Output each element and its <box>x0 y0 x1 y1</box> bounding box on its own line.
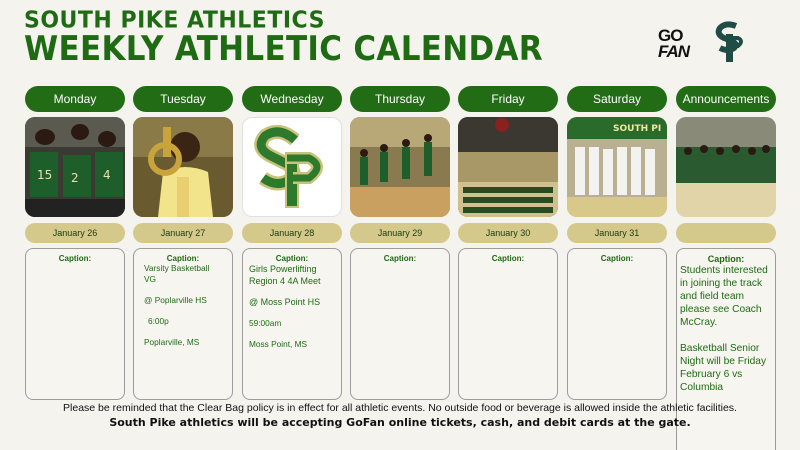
caption-box-saturday <box>567 248 667 400</box>
event-location: @ Poplarville HS <box>144 295 207 305</box>
photo-monday <box>25 117 125 217</box>
day-header-tuesday: Tuesday <box>133 86 233 112</box>
date-friday: January 30 <box>458 223 558 243</box>
date-thursday: January 29 <box>350 223 450 243</box>
photo-saturday <box>567 117 667 217</box>
event-time: 59:00am <box>249 318 282 328</box>
day-header-thursday: Thursday <box>350 86 450 112</box>
caption-box-thursday <box>350 248 450 400</box>
day-header-saturday: Saturday <box>567 86 667 112</box>
event-name: Girls Powerlifting <box>249 264 317 274</box>
caption-label: Caption: <box>166 254 200 263</box>
event-team: VG <box>144 274 156 284</box>
date-monday: January 26 <box>25 223 125 243</box>
day-header-monday: Monday <box>25 86 125 112</box>
photo-announcements <box>676 117 776 217</box>
caption-label: Caption: <box>58 254 92 263</box>
event-meet: Region 4 4A Meet <box>249 276 321 286</box>
day-column-announcements <box>676 86 776 393</box>
page-title: WEEKLY ATHLETIC CALENDAR <box>24 29 543 69</box>
gofan-logo-top: GO <box>658 26 683 45</box>
day-column-monday <box>25 86 125 263</box>
svg-text:2: 2 <box>71 171 79 185</box>
date-tuesday: January 27 <box>133 223 233 243</box>
event-city: Moss Point, MS <box>249 339 308 349</box>
event-city: Poplarville, MS <box>144 337 200 347</box>
date-announcements <box>676 223 776 243</box>
announcement-track: Students interested in joining the track and field team please see Coach McCray. <box>680 265 768 328</box>
ticket-notice: South Pike athletics will be accepting GoFan online tickets, cash, and debit cards at the gate. <box>109 416 691 429</box>
school-monogram-logo <box>712 20 746 64</box>
day-column-thursday <box>350 86 450 263</box>
caption-box-monday <box>25 248 125 400</box>
gofan-logo-bottom: FAN <box>658 42 689 61</box>
event-location: @ Moss Point HS <box>249 297 321 307</box>
caption-box-wednesday <box>242 248 342 400</box>
caption-label: Caption: <box>707 254 745 264</box>
event-name: Varsity Basketball <box>144 263 210 273</box>
announcement-senior-night: Basketball Senior Night will be Friday February 6 vs Columbia <box>680 343 767 393</box>
gofan-logo <box>658 28 706 64</box>
day-column-tuesday <box>133 86 233 347</box>
clear-bag-notice: Please be reminded that the Clear Bag policy is in effect for all athletic events. No outside food or beverage is allowed inside the athletic facilities. <box>63 402 737 414</box>
svg-text:15: 15 <box>37 168 53 182</box>
header-line-1: SOUTH PIKE ATHLETICS <box>24 7 325 34</box>
caption-label: Caption: <box>383 254 417 263</box>
day-header-wednesday: Wednesday <box>242 86 342 112</box>
date-saturday: January 31 <box>567 223 667 243</box>
day-column-saturday <box>567 86 667 263</box>
day-column-friday <box>458 86 558 263</box>
day-column-wednesday <box>242 86 342 349</box>
caption-label: Caption: <box>275 254 309 263</box>
day-header-announcements: Announcements <box>676 86 776 112</box>
svg-text:4: 4 <box>103 168 111 182</box>
photo-thursday <box>350 117 450 217</box>
caption-box-friday <box>458 248 558 400</box>
svg-text:SOUTH PI: SOUTH PI <box>613 124 662 134</box>
caption-label: Caption: <box>491 254 525 263</box>
event-time: 6:00p <box>148 316 169 326</box>
date-wednesday: January 28 <box>242 223 342 243</box>
caption-label: Caption: <box>600 254 634 263</box>
caption-box-tuesday <box>133 248 233 400</box>
photo-tuesday <box>133 117 233 217</box>
day-header-friday: Friday <box>458 86 558 112</box>
photo-friday <box>458 117 558 217</box>
photo-wednesday-monogram <box>242 117 342 217</box>
